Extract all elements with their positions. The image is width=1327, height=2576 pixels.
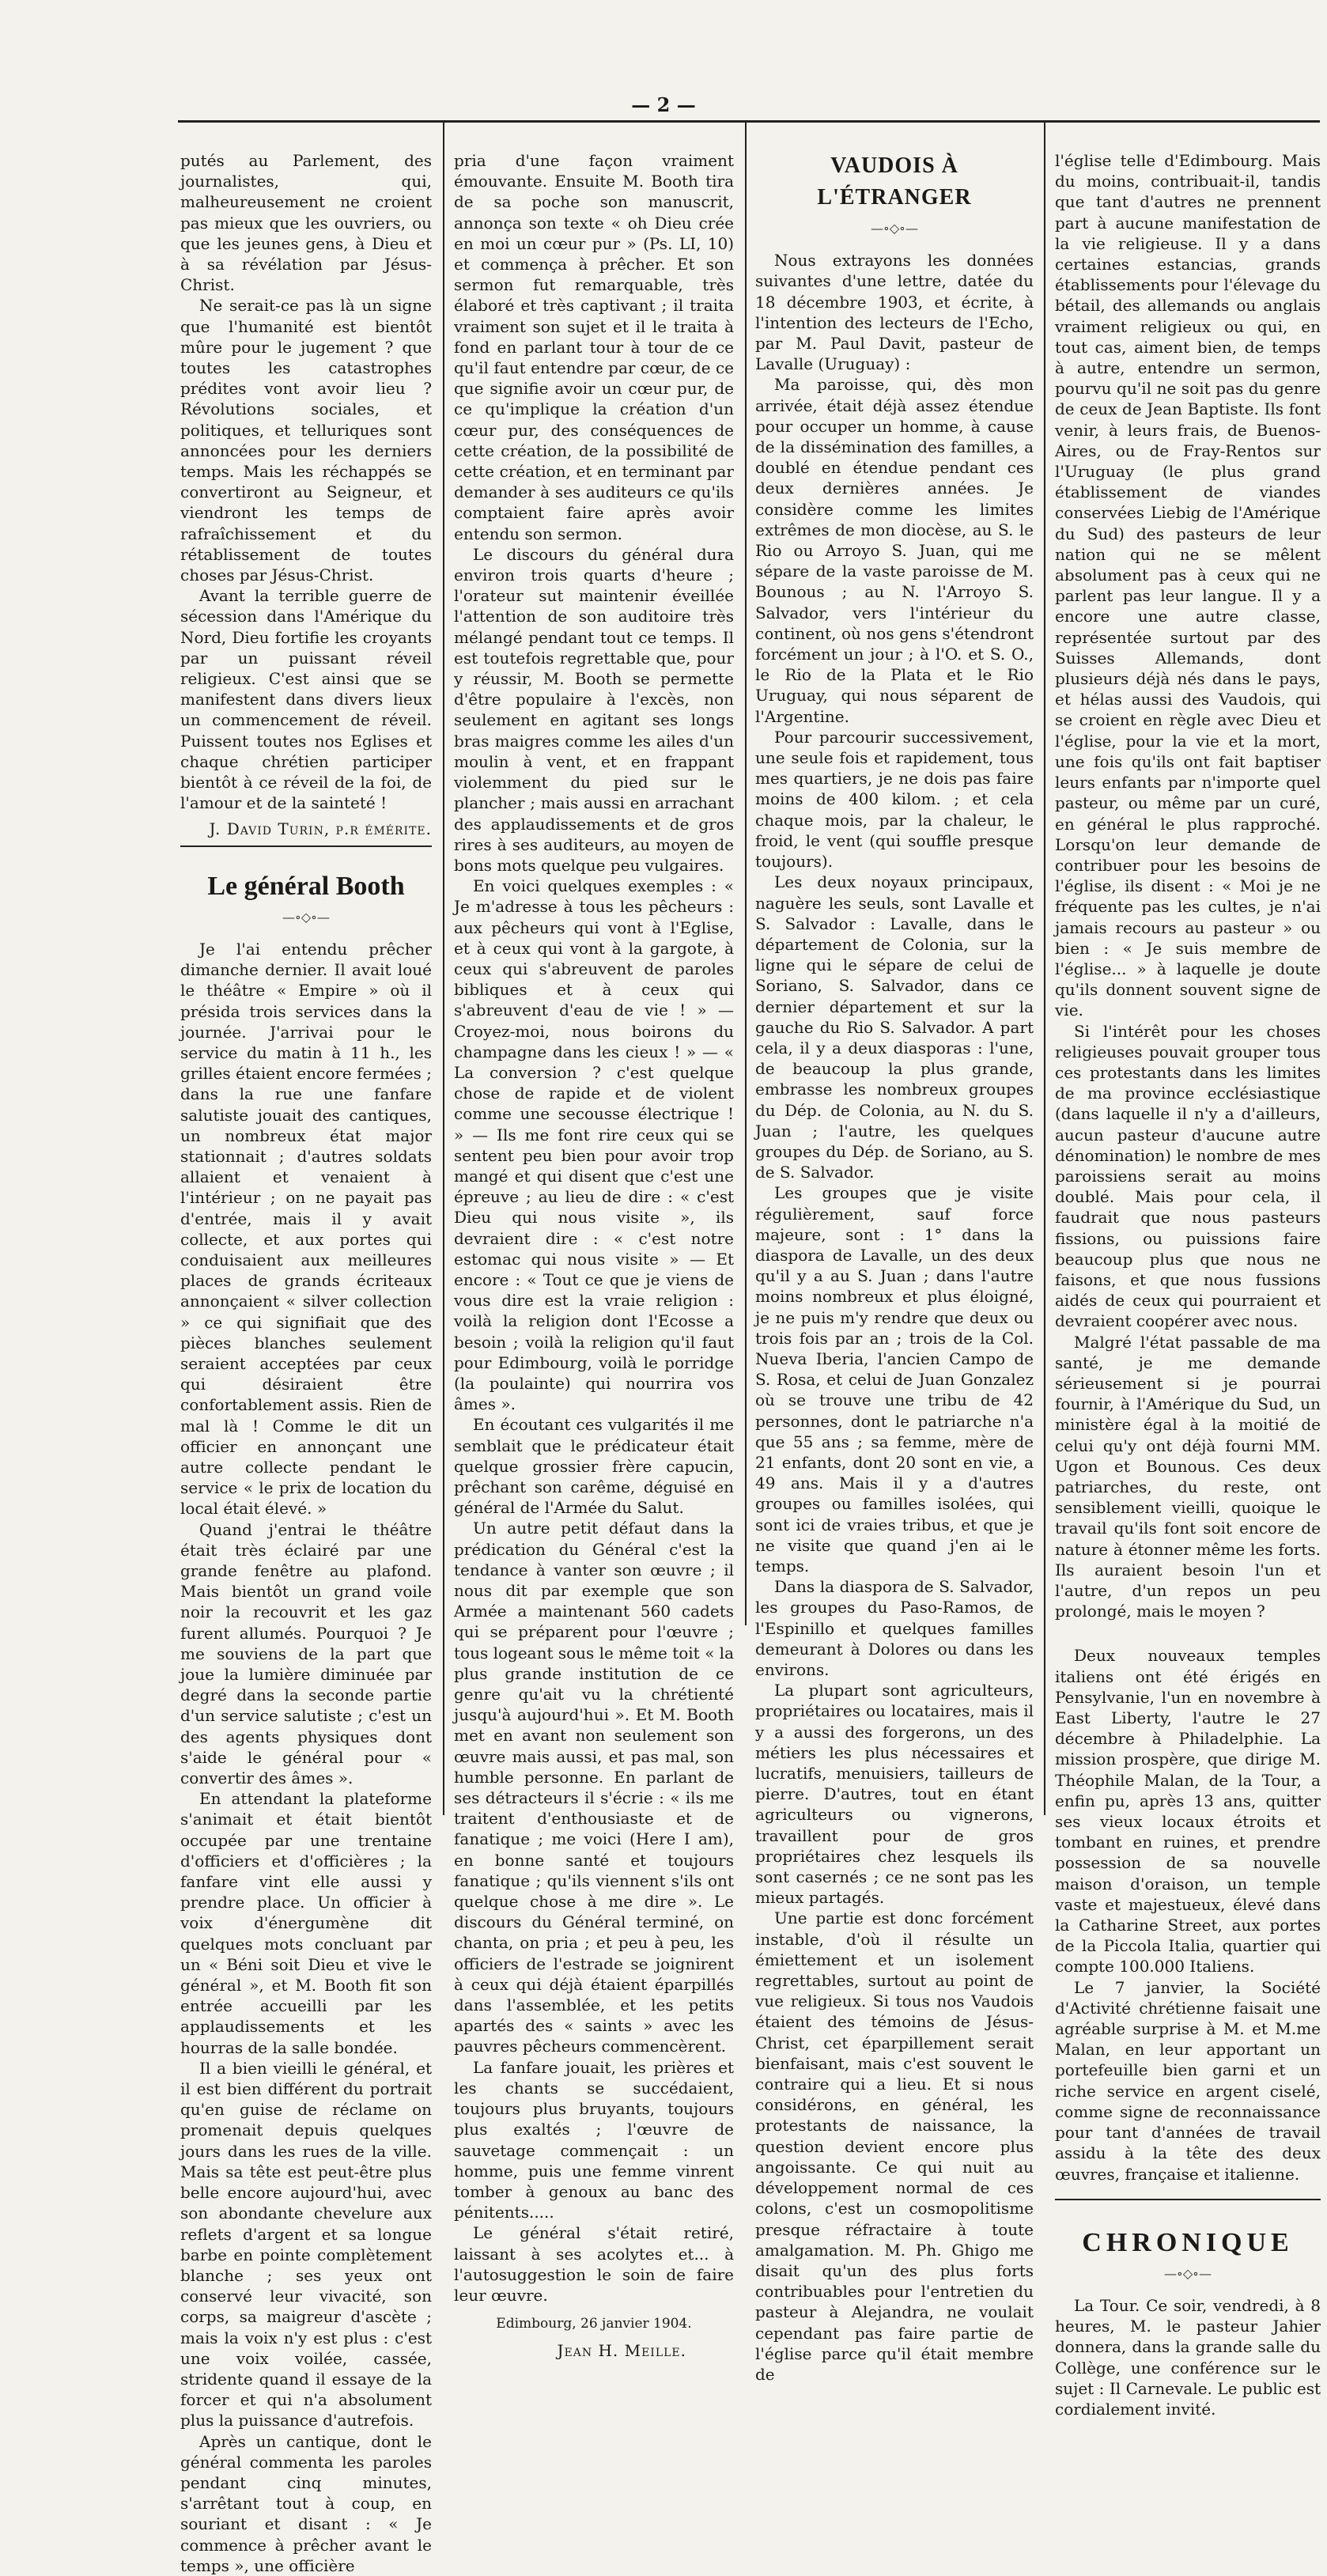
column-3 [755,150,1034,2384]
column-divider [1044,123,1045,1815]
paragraph: Si l'intérêt pour les choses religieuses pouvait grouper tous ces protestants dans les limites de ma province ecclésiastique (dans laquelle il n'y a d'ailleurs, aucun pasteur d'aucune autre dénomination) le nombre de mes paroissiens serait au moins doublé. Mais pour cela, il faudrait que nous pasteurs fissions, ou puissions faire beaucoup plus que nous ne faisons, et que nous fussions aidés de ceux qui pourraient et devraient coopérer avec nous. [1055,1021,1321,1331]
paragraph: Les deux noyaux principaux, naguère les seuls, sont Lavalle et S. Salvador : Lavalle, dans le département de Colonia, sur la ligne qui le sépare de celui de Soriano, S. Salvador, dans ce dernier département et sur la gauche du Rio S. Salvador. A part cela, il y a deux diasporas : l'une, de beaucoup la plus grande, embrasse les nombreux groupes du Dép. de Colonia, au N. du S. Juan ; l'autre, les quelques groupes du Dép. de Soriano, au S. de S. Salvador. [755,872,1034,1182]
page-number: — 2 — [631,93,696,116]
ornament-divider: —∘◇∘— [871,221,918,236]
paragraph: Deux nouveaux temples italiens ont été érigés en Pensylvanie, l'un en novembre à East Liberty, l'autre le 27 décembre à Philadelphie. La mission prospère, que dirige M. Théophile Malan, de la Tour, a enfin pu, après 13 ans, quitter ses vieux locaux étroits et tombant en ruines, et prendre possession de sa nouvelle maison d'oraison, un temple vaste et majestueux, élevé dans la Catharine Street, aux portes de la Piccola Italia, quartier qui compte 100.000 Italiens. [1055,1646,1321,1976]
signature: J. David Turin, p.r émérite. [209,819,432,838]
paragraph: Avant la terrible guerre de sécession dans l'Amérique du Nord, Dieu fortifie les croyants par un puissant réveil religieux. C'est ainsi que se manifestent dans divers lieux un commencement de réveil. Puissent toutes nos Eglises et chaque chrétien participer bientôt à ce réveil de la foi, de l'amour et de la sainteté ! [180,586,432,813]
column-4 [1055,150,1321,2419]
paragraph: putés au Parlement, des journalistes, qui, malheureusement ne croient pas mieux que les ouvriers, ou que les jeunes gens, à Dieu et à sa révélation par Jésus-Christ. [180,151,432,295]
header-rule [178,120,1320,123]
paragraph: Pour parcourir successivement, une seule fois et rapidement, tous mes quartiers, je ne dois pas faire moins de 400 kilom. ; et cela chaque mois, par la chaleur, le froid, le vent (qui souffle presque toujours). [755,727,1034,872]
paragraph: En attendant la plateforme s'animait et était bientôt occupée par une trentaine d'officiers et d'officières ; la fanfare vint elle aussi y prendre place. Un officier à voix d'énergumène dit quelques mots concluant par un « Béni soit Dieu et vive le général », et M. Booth fit son entrée accueilli par les applaudissements et les hourras de la salle bondée. [180,1789,432,2057]
section-rule [1055,2199,1321,2200]
column-divider [443,123,444,1815]
paragraph: Il a bien vieilli le général, et il est bien différent du portrait qu'en guise de réclame on promenait depuis quelques jours dans les rues de la ville. Mais sa tête est peut-être plus belle encore aujourd'hui, avec son abondante chevelure aux reflets d'argent et sa longue barbe en pointe complètement blanche ; ses yeux ont conservé leur vivacité, son corps, sa maigreur d'ascète ; mais la voix n'y est plus : c'est une voix voilée, cassée, stridente quand il essaye de la forcer et qui n'a absolument plus la puissance d'autrefois. [180,2058,432,2430]
paragraph: La plupart sont agriculteurs, propriétaires ou locataires, mais il y a aussi des forgerons, un des métiers les plus nécessaires et lucratifs, menuisiers, tailleurs de pierre. D'autres, tout en étant agriculteurs ou vignerons, travaillent pour de gros propriétaires chez lesquels ils sont casernés ; ce ne sont pas les mieux partagés. [755,1681,1034,1908]
column-2 [454,150,734,2361]
dateline: Edimbourg, 26 janvier 1904. [496,2316,692,2332]
paragraph: La fanfare jouait, les prières et les chants se succédaient, toujours plus bruyants, toujours plus exaltés ; l'œuvre de sauvetage commençait : un homme, puis une femme vinrent tomber à genoux au banc des pénitents..... [454,2057,734,2222]
section-title: CHRONIQUE [1082,2227,1294,2257]
paragraph: Je l'ai entendu prêcher dimanche dernier. Il avait loué le théâtre « Empire » où il présida trois services dans la journée. J'arrivai pour le service du matin à 11 h., les grilles étaient encore fermées ; dans la rue une fanfare salutiste jouait des cantiques, un nombreux état major stationnait ; d'autres soldats allaient et venaient à l'intérieur ; on ne payait pas d'entrée, mais il y avait collecte, et aux portes qui conduisaient aux meilleures places de grands écriteaux annonçaient « silver collection » ce qui signifiait que des pièces blanches seulement seraient acceptées par ceux qui désiraient être confortablement assis. Rien de mal là ! Comme le dit un officier en annonçant une autre collecte pendant le service « le prix de location du local était élevé. » [180,939,432,1519]
paragraph: Le 7 janvier, la Société d'Activité chrétienne faisait une agréable surprise à M. et M.me Malan, en leur apportant un portefeuille bien garni et un riche service en argent ciselé, comme signe de reconnaissance pour tant d'années de travail assidu à la tête des deux œuvres, française et italienne. [1055,1977,1321,2184]
paragraph: pria d'une façon vraiment émouvante. Ensuite M. Booth tira de sa poche son manuscrit, annonça son texte « oh Dieu crée en moi un cœur pur » (Ps. LI, 10) et commença à prêcher. Et son sermon fut remarquable, très élaboré et très captivant ; il traita vraiment son sujet et il le traita à fond en parlant tour à tour de ce qu'il faut entendre par cœur, de ce que signifie avoir un cœur pur, de ce qu'implique la création d'un cœur pur, des conséquences de cette création, de la possibilité de cette création, et en terminant par demander à ses auditeurs ce qu'ils comptaient faire après avoir entendu son sermon. [454,151,734,543]
paragraph: Une partie est donc forcément instable, d'où il résulte un émiettement et un isolement regrettables, surtout au point de vue religieux. Si tous nos Vaudois étaient des témoins de Jésus-Christ, cet éparpillement serait bienfaisant, mais c'est souvent le contraire qui a lieu. Et si nous considérons, en général, les protestants de naissance, la question devient encore plus angoissante. Ce qui nuit au développement normal de ces colons, c'est un cosmopolitisme presque réfractaire à toute amalgamation. M. Ph. Ghigo me disait qu'un des plus forts contribuables pour l'entretien du pasteur à Alejandra, ne voulait cependant pas faire partie de l'église parce qu'il était membre de [755,1908,1034,2384]
article-title: Le général Booth [207,871,405,901]
paragraph: En écoutant ces vulgarités il me semblait que le prédicateur était quelque grossier frère capucin, prêchant son carême, déguisé en général de l'Armée du Salut. [454,1415,734,1518]
author-signature: Jean H. Meille. [557,2341,686,2361]
paragraph: Les groupes que je visite régulièrement, sauf force majeure, sont : 1° dans la diaspora de Lavalle, un des deux qu'il y a au S. Juan ; dans l'autre moins nombreux et plus éloigné, je ne puis m'y rendre que deux ou trois fois par an ; trois de la Col. Nueva Iberia, l'ancien Campo de S. Rosa, et celui de Juan Gonzalez où se trouve une tribu de 42 personnes, dont le patriarche n'a que 55 ans ; sa femme, mère de 21 enfants, dont 20 sont en vie, a 49 ans. Mais il y a d'autres groupes ou familles isolées, qui sont ici de vraies tribus, et que je ne visite que quand j'en ai le temps. [755,1183,1034,1575]
paragraph: En voici quelques exemples : « Je m'adresse à tous les pêcheurs : aux pêcheurs qui vont à l'Eglise, et à ceux qui vont à la gargote, à ceux qui s'abreuvent de paroles bibliques et à ceux qui s'abreuvent d'eau de vie ! » — Croyez-moi, nous boirons du champagne dans les cieux ! » — « La conversion ? c'est quelque chose de rapide et de violent comme une secousse électrique ! » — Ils me font rire ceux qui se sentent peu bien pour avoir trop mangé et qui disent que c'est une épreuve ; au lieu de dire : « c'est Dieu qui nous visite », ils devraient dire : « c'est notre estomac qui nous visite » — Et encore : « Tout ce que je viens de vous dire est la vraie religion : voilà la religion dont l'Ecosse a besoin ; voilà la religion qu'il faut pour Edimbourg, voilà le porridge (la poulainte) qui nourrira vos âmes ». [454,876,734,1414]
paragraph: Quand j'entrai le théâtre était très éclairé par une grande fenêtre au plafond. Mais bientôt un grand voile noir la recouvrit et les gaz furent allumés. Pourquoi ? Je me souviens de la part que joue la lumière diminuée par degré dans la seconde partie d'un service salutiste ; c'est un des agents physiques dont s'aide le général pour « convertir des âmes ». [180,1519,432,1788]
paragraph: Le général s'était retiré, laissant à ses acolytes et... à l'autosuggestion le soin de faire leur œuvre. [454,2223,734,2305]
section-rule [180,845,432,847]
paragraph: Le discours du général dura environ trois quarts d'heure ; l'orateur sut maintenir éveillée l'attention de son auditoire très mélangé pendant tout ce temps. Il est toutefois regrettable que, pour y réussir, M. Booth se permette d'être populaire à l'excès, non seulement en agitant ses longs bras maigres comme les ailes d'un moulin à vent, et en frappant violemment du pied sur le plancher ; mais aussi en arrachant des applaudissements et de gros rires à ses auditeurs, au moyen de bons mots quelque peu vulgaires. [454,544,734,875]
paragraph: Malgré l'état passable de ma santé, je me demande sérieusement si je pourrai fournir, à l'Amérique du Sud, un ministère égal à la moitié de celui qu'y ont déjà fourni MM. Ugon et Bounous. Ces deux patriarches, du reste, ont sensiblement vieilli, quoique le travail qu'ils font soit encore de nature à étonner même les forts. Ils auraient besoin l'un et l'autre, d'un repos un peu prolongé, mais le moyen ? [1055,1332,1321,1621]
paragraph: l'église telle d'Edimbourg. Mais du moins, contribuait-il, tandis que tant d'autres ne prennent part à aucune manifestation de la vie religieuse. Il y a dans certaines estancias, grands établissements pour l'élevage du bétail, des allemands ou anglais vraiment religieux ou qui, en tout cas, aiment bien, de temps à autre, entendre un sermon, pourvu qu'il ne soit pas du genre de ceux de Jean Baptiste. Ils font venir, à leurs frais, de Buenos-Aires, ou de Fray-Rentos sur l'Uruguay (le plus grand établissement de viandes conservées Liebig de l'Amérique du Sud) des pasteurs de leur nation qui ne se mêlent absolument pas à ceux qui ne parlent pas leur langue. Il y a encore une autre classe, représentée surtout par des Suisses Allemands, dont plusieurs déjà nés dans le pays, et hélas aussi des Vaudois, qui se croient en règle avec Dieu et l'église, pour la vie et la mort, une fois qu'ils ont fait baptiser leurs enfants par n'importe quel pasteur, ou même par un curé, en général le plus rapproché. Lorsqu'on leur demande de contribuer pour les besoins de l'église, ils disent : « Moi je ne fréquente pas les cultes, je n'ai jamais recours au pasteur » ou bien : « Je suis membre de l'église... » à laquelle je doute qu'ils donnent souvent signe de vie. [1055,151,1321,1020]
paragraph: Dans la diaspora de S. Salvador, les groupes du Paso-Ramos, de l'Espinillo et quelques familles demeurant à Dolores ou dans les environs. [755,1577,1034,1680]
ornament-divider: —∘◇∘— [282,909,330,925]
column-divider [745,123,747,1625]
ornament-divider: —∘◇∘— [1164,2265,1212,2281]
paragraph: Ma paroisse, qui, dès mon arrivée, était déjà assez étendue pour occuper un homme, à cause de la dissémination des familles, a doublé en étendue pendant ces deux dernières années. Je considère comme les limites extrêmes de mon diocèse, au S. le Rio ou Arroyo S. Juan, qui me sépare de la vaste paroisse de M. Bounous ; au N. l'Arroyo S. Salvador, vers l'intérieur du continent, où nos gens s'étendront forcément un jour ; à l'O. et S. O., le Rio de la Plata et le Rio Uruguay, qui nous séparent de l'Argentine. [755,375,1034,726]
column-1 [180,150,432,2575]
paragraph: Ne serait-ce pas là un signe que l'humanité est bientôt mûre pour le jugement ? que toutes les catastrophes prédites vont avoir lieu ? Révolutions sociales, et politiques, et telluriques sont annoncées pour les derniers temps. Mais les réchappés se convertiront au Seigneur, et viendront les temps de rafraîchissement et du rétablissement de toutes choses par Jésus-Christ. [180,296,432,585]
paragraph: Nous extrayons les données suivantes d'une lettre, datée du 18 décembre 1903, et écrite, à l'intention des lecteurs de l'Echo, par M. Paul Davit, pasteur de Lavalle (Uruguay) : [755,251,1034,374]
paragraph: Après un cantique, dont le général commenta les paroles pendant cinq minutes, s'arrêtant tout à coup, en souriant et disant : « Je commence à prêcher avant le temps », une officière [180,2431,432,2575]
paragraph: Un autre petit défaut dans la prédication du Général c'est la tendance à vanter son œuvre ; il nous dit par exemple que son Armée a maintenant 560 cadets qui se préparent pour l'œuvre ; tous logeant sous le même toit « la plus grande institution de ce genre qu'ait vu la chrétienté jusqu'à aujourd'hui ». Et M. Booth met en avant non seulement son œuvre mais aussi, et pas mal, son humble personne. En parlant de ses détracteurs il s'écrie : « ils me traitent d'enthousiaste et de fanatique ; me voici (Here I am), en bonne santé et toujours fanatique ; qu'ils viennent s'ils ont quelque chose à me dire ». Le discours du Général terminé, on chanta, on pria ; et peu à peu, les officiers de l'estrade se joignirent à ceux qui déjà étaient éparpillés dans l'assemblée, et les petits apartés des « saints » avec les pauvres pêcheurs commencèrent. [454,1519,734,2056]
article-title: VAUDOIS À L'ÉTRANGER [817,153,972,210]
paragraph: La Tour. Ce soir, vendredi, à 8 heures, M. le pasteur Jahier donnera, dans la grande salle du Collège, une conférence sur le sujet : Il Carnevale. Le public est cordialement invité. [1055,2295,1321,2419]
